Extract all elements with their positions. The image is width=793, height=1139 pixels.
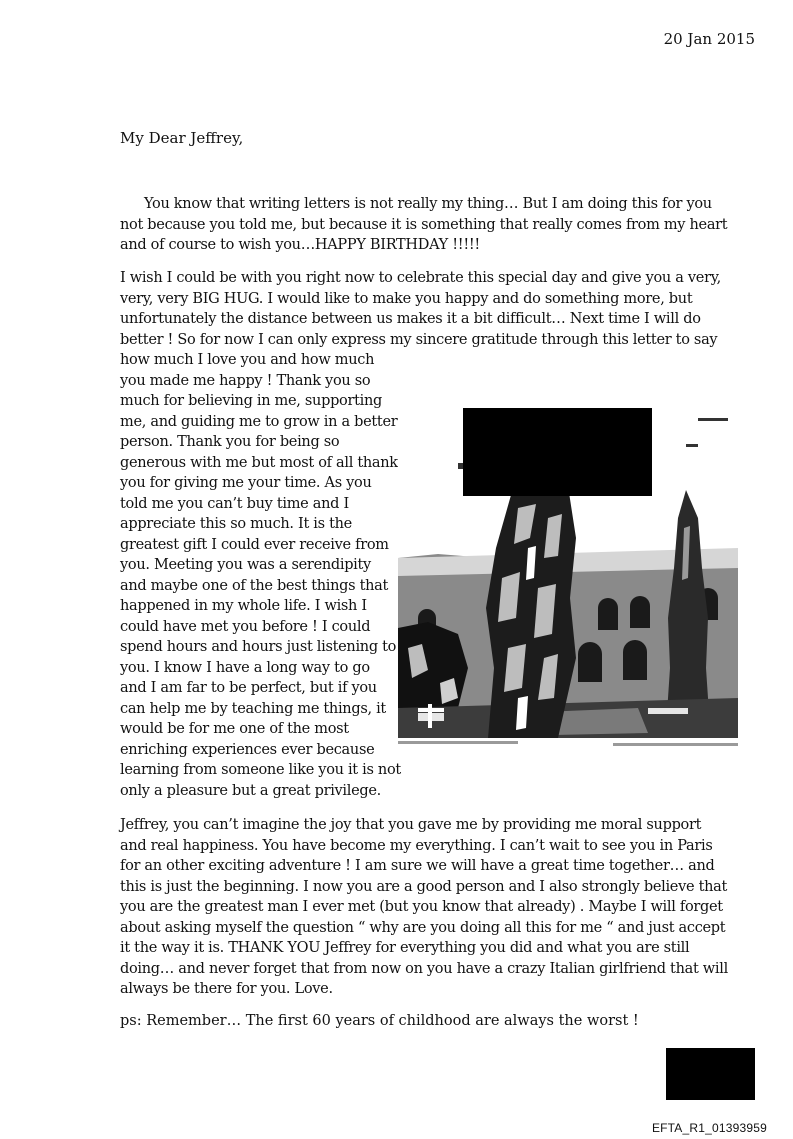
- paragraph-line: can help me by teaching me things, it: [120, 700, 386, 717]
- paragraph-2: [120, 268, 721, 350]
- paragraph-line: better ! So for now I can only express my sincere gratitude through this letter to say: [120, 331, 718, 348]
- paragraph-line: you made me happy ! Thank you so: [120, 372, 371, 389]
- paragraph-line: learning from someone like you it is not: [120, 762, 401, 778]
- paragraph-line: it the way it is. THANK YOU Jeffrey for everything you did and what you are still: [120, 940, 690, 956]
- paragraph-line: Jeffrey, you can’t imagine the joy that you gave me by providing me moral support: [120, 817, 702, 833]
- greeting: My Dear Jeffrey,: [120, 129, 244, 147]
- paragraph-line: how much I love you and how much: [120, 352, 375, 368]
- paragraph-line: appreciate this so much. It is the: [120, 516, 352, 532]
- paragraph-line: about asking myself the question “ why are you doing all this for me “ and just accept: [120, 919, 726, 936]
- paragraph-line: much for believing in me, supporting: [120, 393, 382, 409]
- paragraph-line: for an other exciting adventure ! I am sure we will have a great time together… and: [120, 858, 715, 874]
- paragraph-line: not because you told me, but because it is something that really comes from my heart: [120, 216, 728, 233]
- paragraph-line: me, and guiding me to grow in a better: [120, 413, 398, 430]
- paragraph-3: [120, 815, 728, 1000]
- bates-number: EFTA_R1_01393959: [651, 1121, 767, 1135]
- paragraph-line: this is just the beginning. I now you are a good person and I also strongly believe that: [120, 878, 728, 895]
- paragraph-1: [120, 194, 728, 256]
- paragraph-line: doing… and never forget that from now on you have a crazy Italian girlfriend that will: [120, 960, 728, 977]
- paragraph-line: and I am far to be perfect, but if you: [120, 680, 377, 696]
- paragraph-line: happened in my whole life. I wish I: [120, 598, 367, 614]
- paragraph-line: always be there for you. Love.: [120, 981, 333, 997]
- paragraph-line: and maybe one of the best things that: [120, 577, 389, 594]
- letter-date: 20 Jan 2015: [663, 30, 755, 48]
- paragraph-line: you. Meeting you was a serendipity: [120, 557, 371, 573]
- redaction-box: [463, 408, 652, 496]
- paragraph-line: person. Thank you for being so: [120, 434, 340, 450]
- paragraph-2-column: [120, 350, 401, 801]
- paragraph-line: you for giving me your time. As you: [120, 475, 372, 491]
- paragraph-line: You know that writing letters is not really my thing… But I am doing this for you: [144, 196, 712, 212]
- paragraph-line: and real happiness. You have become my everything. I can’t wait to see you in Paris: [120, 837, 713, 854]
- paragraph-line: you. I know I have a long way to go: [120, 659, 370, 676]
- paragraph-line: enriching experiences ever because: [120, 741, 375, 758]
- paragraph-line: and of course to wish you…HAPPY BIRTHDAY !!!!!: [120, 237, 480, 253]
- paragraph-line: unfortunately the distance between us makes it a bit difficult… Next time I will do: [120, 311, 701, 327]
- paragraph-line: very, very BIG HUG. I would like to make you happy and do something more, but: [120, 290, 693, 307]
- paragraph-line: only a pleasure but a great privilege.: [120, 782, 381, 799]
- paragraph-line: generous with me but most of all thank: [120, 454, 398, 471]
- paragraph-line: would be for me one of the most: [120, 721, 349, 737]
- paragraph-line: spend hours and hours just listening to: [120, 639, 397, 655]
- postscript: ps: Remember… The first 60 years of childhood are always the worst !: [120, 1013, 639, 1029]
- paragraph-line: could have met you before ! I could: [120, 618, 371, 635]
- paragraph-line: I wish I could be with you right now to celebrate this special day and give you a very,: [120, 270, 721, 286]
- paragraph-line: you are the greatest man I ever met (but you know that already) . Maybe I will forget: [120, 899, 723, 915]
- redaction-box: [666, 1048, 755, 1100]
- paragraph-line: told me you can’t buy time and I: [120, 495, 349, 512]
- paragraph-line: greatest gift I could ever receive from: [120, 536, 389, 553]
